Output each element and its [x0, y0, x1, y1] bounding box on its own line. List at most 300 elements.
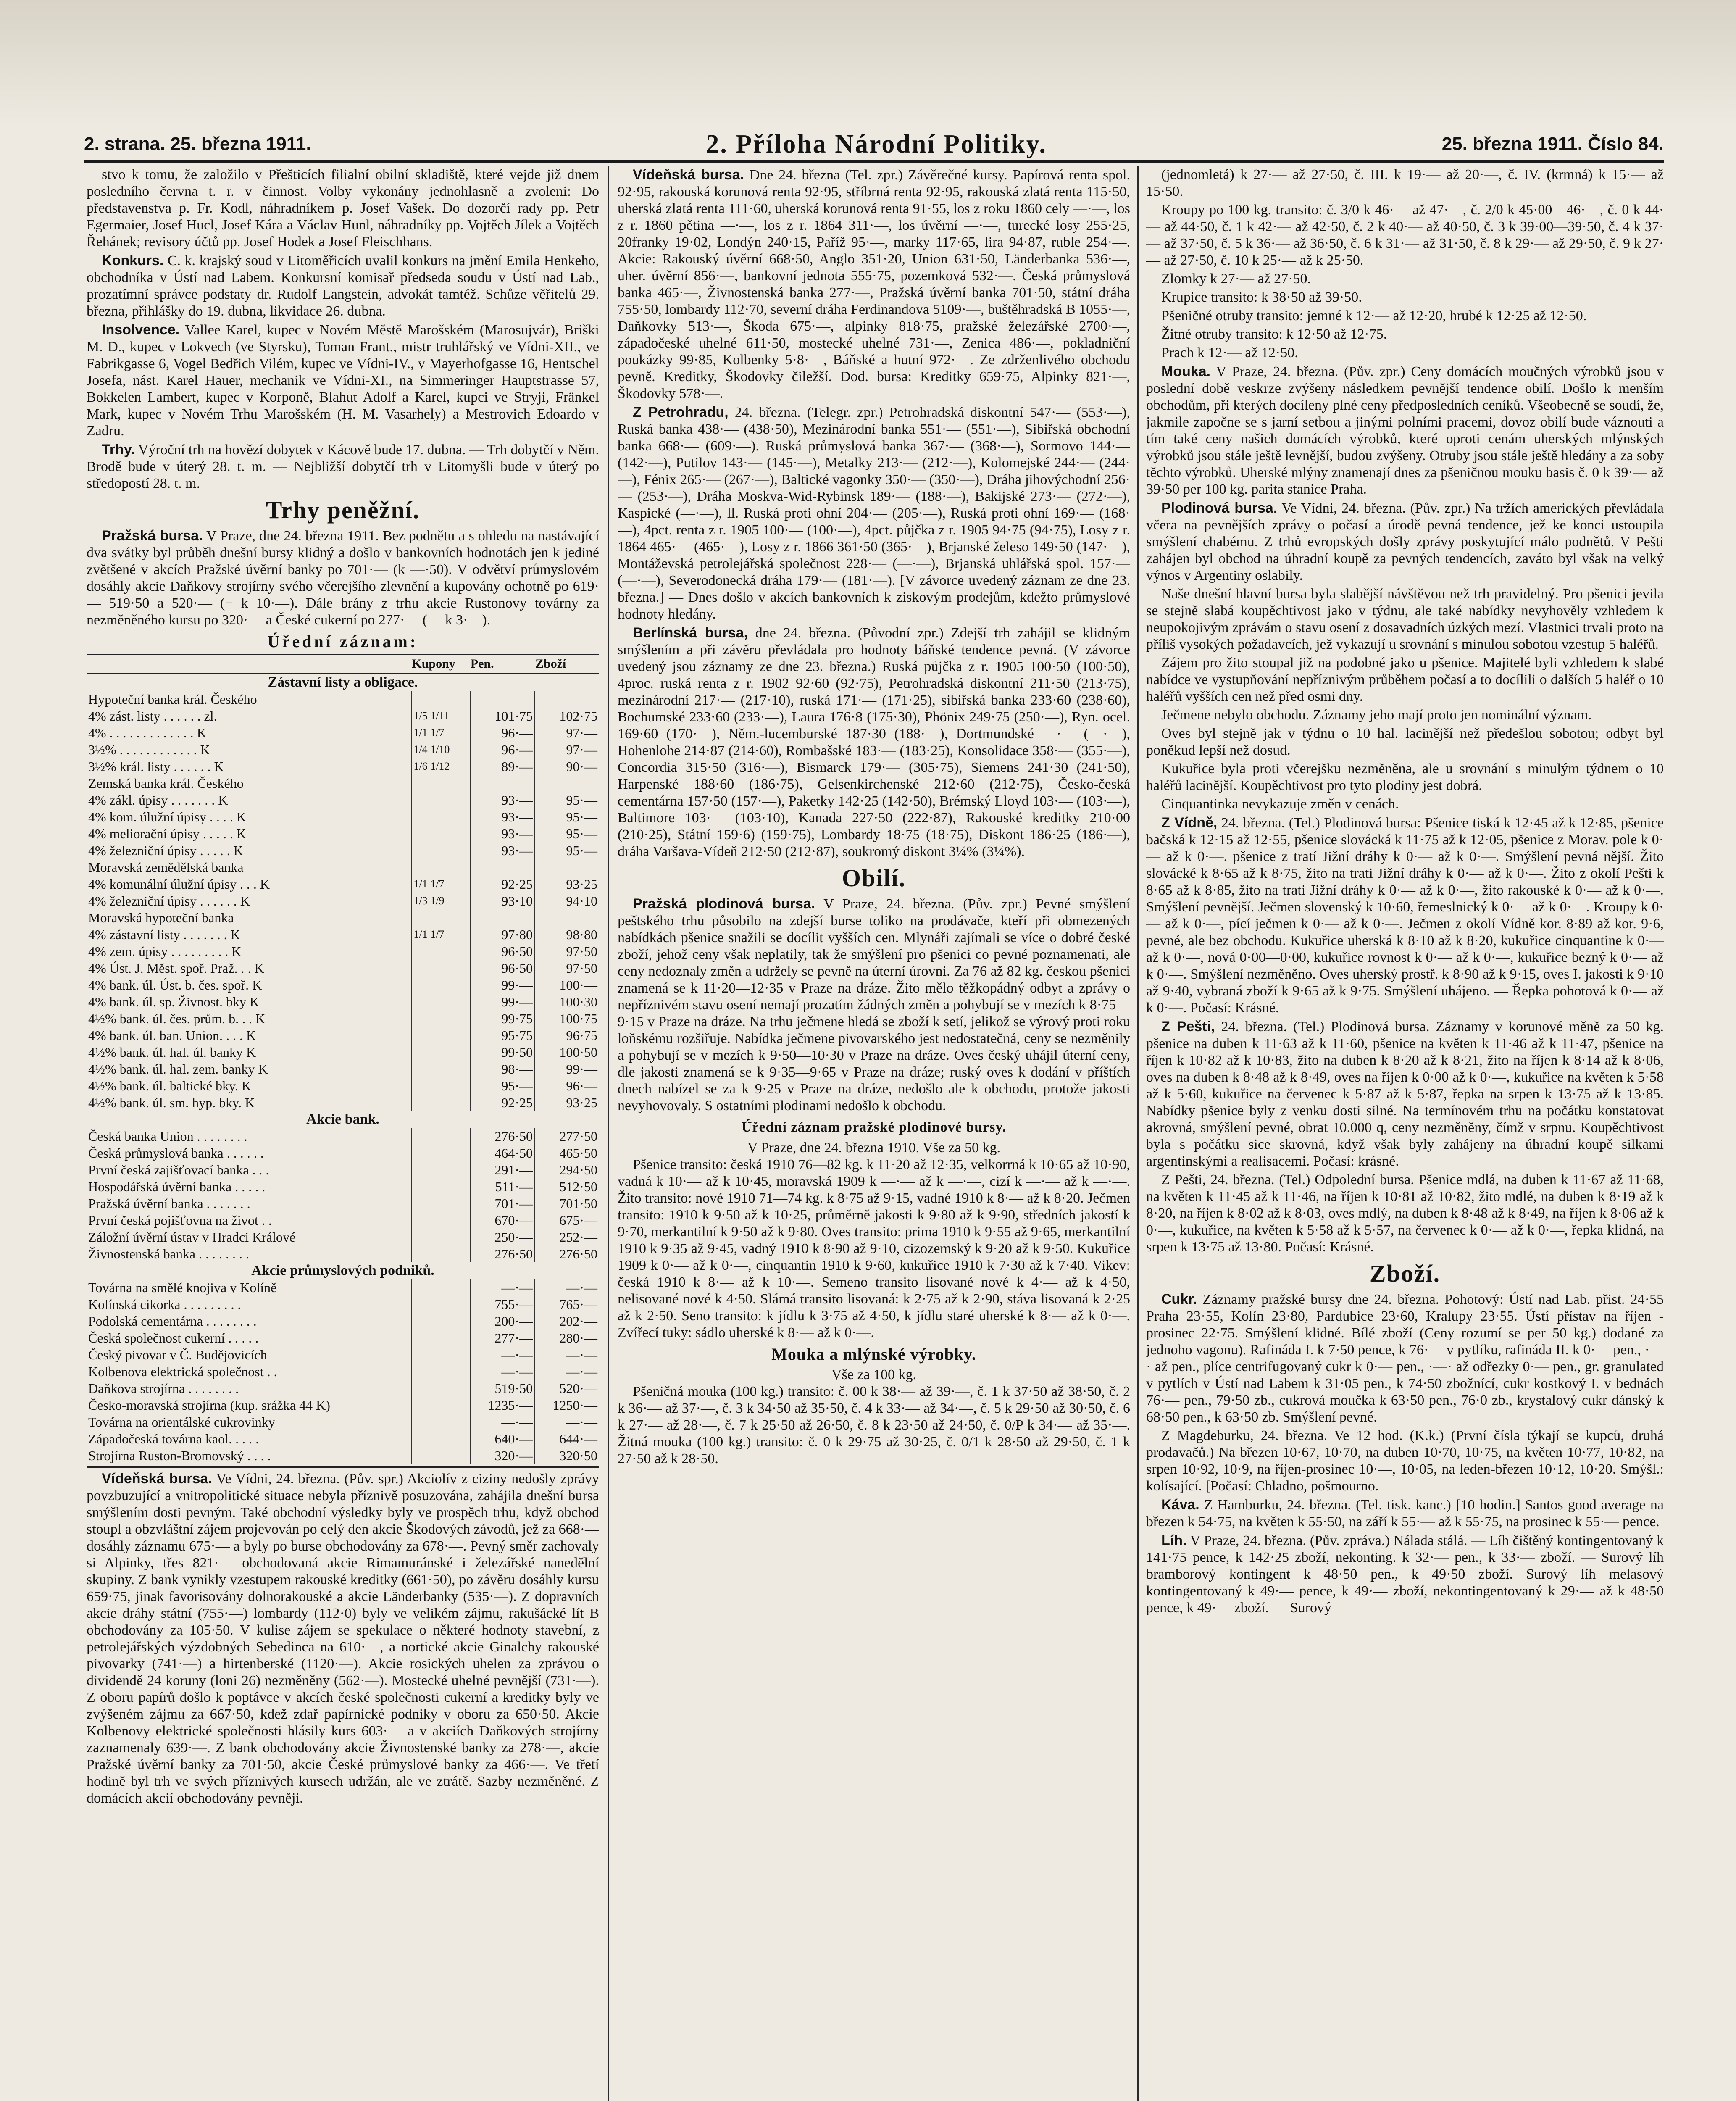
table-row: [87, 1229, 599, 1245]
table-cell-kup: [411, 1010, 470, 1027]
header-right: 25. března 1911. Číslo 84.: [1441, 134, 1664, 154]
table-cell-pen: 92·25: [470, 876, 535, 893]
table-cell-zbo: 95·—: [535, 842, 599, 859]
table-cell-name: 4½% bank. úl. hal. úl. banky K: [88, 1045, 256, 1060]
article-mouka: [1146, 363, 1664, 498]
table-cell-kup: [411, 1296, 470, 1313]
table-cell-zbo: 100·30: [535, 993, 599, 1010]
table-cell-zbo: 93·25: [535, 1094, 599, 1111]
article-text: Dne 24. března (Tel. zpr.) Závěrečné kursy. Papírová renta spol. 92·95, rakouská korunová renta 92·95, stříbrná renta 92·95, rakouská zlatá renta 115·50, uherská zlatá renta 111·60, uherská korunová renta 91·55, los z roku 1860 cely —·—, los z r. 1860 pětina —·—, los z r. 1864 311·—, los úvěrní —·—, turecké losy 255·25, 20franky 19·02, Londýn 240·15, Paříž 95·—, marky 117·65, lira 94·87, ruble 254·—. Akcie: Rakouský úvěrní 668·50, Anglo 351·20, Union 631·50, Länderbanka 536·—, uher. úvěrní 856·—, bankovní jednota 555·75, pozemková 532·—. Česká průmyslová banka 465·—, Živnostenská banka 277·—, Pražská úvěrní banka 701·50, státní dráha 755·50, lombardy 112·70, severní dráha Ferdinandova 5109·—, buštěhradská B 1055·—, Daňkovky 513·—, Škoda 675·—, alpinky 818·75, pražské železářské 2700·—, západočeské uhelné 611·50, mostecké uhelné 731·—, Zenica 486·—, pokladniční poukázky 99·85, Kolbenky 5·8·—, Báňské a hutní 972·—. Ze zdrženlivého obchodu pevně. Kreditky, Škodovky čiležší. Dod. bursa: Kreditky 659·75, Alpinky 821·—, Škodovky 578·—.: [618, 167, 1130, 401]
table-row: [87, 1077, 599, 1094]
article-head: Vídeňská bursa.: [633, 167, 744, 183]
table-cell-pen: 276·50: [470, 1128, 535, 1145]
table-row: [87, 741, 599, 758]
table-cell-pen: 1235·—: [470, 1397, 535, 1414]
article-text: Kukuřice byla proti včerejšku nezměněna, ale u srovnání s minulým týdnem o 10 haléřů lacinější. Koupěchtivost pro tyto plodiny jest dobrá.: [1146, 761, 1664, 793]
table-row: [87, 1380, 599, 1397]
table-cell-pen: —·—: [470, 1279, 535, 1296]
table-cell-pen: 95·—: [470, 1077, 535, 1094]
table-cell-name: 4½% bank. úl. sm. hyp. bky. K: [88, 1095, 255, 1110]
article-viden: [1146, 814, 1664, 1016]
article-text: (jednomletá) k 27·— až 27·50, č. III. k 19·— až 20·—, č. IV. (krmná) k 15·— až 15·50.: [1146, 167, 1664, 199]
article-head: Z Petrohradu,: [633, 404, 729, 420]
table-cell-pen: 519·50: [470, 1380, 535, 1397]
article-head: Z Vídně,: [1161, 815, 1218, 831]
table-cell-pen: 511·—: [470, 1178, 535, 1195]
article-text: Ve Vídni, 24. března. (Pův. spr.) Akciolív z ciziny nedošly zprávy povzbuzující a vnitropolitické situace nebyla příznivě posuzována, zahájila dnešní bursa smýšlením dosti pevným. Také obchodní výsledky byly ve prospěch trhu, když obchod stoupl a obzvláštní zájem projevován po celý den akcie Škodových závodů, jež za 668·— dosáhly záznamu 675·— a byly po burse obchodovány za 678·—. Pevný směr zachovaly si Alpinky, třes 821·— obchodovaná akcie Rimamuránské i železářské nanedělní skupiny. Z bank vynikly vzestupem rakouské kreditky (661·50), po závěru dosáhly kursu 659·75, jinak favorisovány dolnorakouské a akcie Länderbanky (535·—). Z dopravních akcie dráhy státní (755·—) lombardy (112·0) byly ve velikém zájmu, rakušácké lít B obchodovány za 105·50. V kulise zájem se spekulace o některé hodnoty stavební, z petrolejářských výzdobných Sebedinca na 610·—, a nortické akcie Ginalchy rakouské pivovarky (741·—) a hirtenberské (1120·—). Akcie rosických uhelen za zprávou o dividendě 24 koruny (loni 26) nezměněny (562·—). Mostecké uhelné pevnější (731·—). Z oboru papírů došlo k poptávce v akcích české společnosti cukerní a kreditky byly ve zvýšeném zájmu za 667·50, kdež zdař papírnické podniky v oboru za 650·50. Akcie Kolbenovy elektrické společnosti hlásily kurs 603·— a v akciích Daňkových strojírny zaznamenaly 639·—. Z bank obchodovány akcie Živnostenské banky za 278·—, akcie Pražské úvěrní banky za 701·50, akcie České průmyslové banky za 466·—. Ve třetí hodině byl trh ve svých příznivých kursech udržán, ale ve ztrátě. Sazby nezměněné. Z domácích akcií obchodovány pevněji.: [87, 1471, 599, 1806]
table-cell-name: 4% Úst. J. Měst. spoř. Praž. . . K: [88, 961, 264, 976]
table-cell-name: První česká pojišťovna na život . .: [88, 1213, 272, 1228]
table-row: [87, 1195, 599, 1212]
section-title: Zboží.: [1369, 1260, 1441, 1287]
table-cell-zbo: 94·10: [535, 893, 599, 909]
table-cell-kup: [411, 993, 470, 1010]
table-cell-zbo: 512·50: [535, 1178, 599, 1195]
table-row: [87, 909, 599, 926]
table-cell-zbo: 1250·—: [535, 1397, 599, 1414]
table-cell-kup: [411, 1330, 470, 1346]
table-cell-name: Podolská cementárna . . . . . . . .: [88, 1314, 257, 1329]
table-cell-pen: 670·—: [470, 1212, 535, 1229]
table-cell-zbo: —·—: [535, 1346, 599, 1363]
table-row: [87, 1430, 599, 1447]
table-cell-name: Česko-moravská strojírna (kup. srážka 44 K): [88, 1398, 330, 1413]
table-cell-name: 4% železniční úpisy . . . . . . K: [88, 893, 250, 908]
article-trhy: [87, 441, 599, 492]
table-cell-name: Česká banka Union . . . . . . . .: [88, 1129, 247, 1144]
table-cell-zbo: 100·75: [535, 1010, 599, 1027]
table-cell-kup: [411, 1195, 470, 1212]
article-text: Pšenice transito: česká 1910 76—82 kg. k 11·20 až 12·35, velkorrná k 10·65 až 10·90, vadná k 10·— až k 10·45, moravská 1909 k —·— až k —·—, cizí k —·— až k —·—. Žito transito: nové 1910 71—74 kg. k 8·75 až 9·15, vadné 1910 k 8·— až k 8·20. Ječmen transito: 1910 k 9·50 až k 10·25, průměrně jakosti k 9·80 až k 9·90, středních jakostí k 9·70, merkantilní k 9·50 až k 9·80. Oves transito: prima 1910 k 9·55 až 9·65, merkantilní 1910 k 9·35 až 9·45, vadný 1910 k 8·90 až 9·10, cizozemský k 9·20 až k 9·50. Kukuřice 1909 k 0·— až k 0·—, cinquantin 1910 k 9·60, kukuřice 1910 k 7·30 až k 7·40. Vikev: česká 1910 k 8·— až k 10·—. Semeno transito lisované nové k 4·— až k 4·50, nelisované nové k 4·50. Slámá transito lisovaná: k 2·75 až k 2·90, stáva lisovaná k 2·25 až k 2·50. Seno transito: k jídlu k 3·75 až 4·50, k jídlu staré uherské k 8·— až k 0·—. Zvířecí tuky: sádlo uherské k 8·— až k 0·—.: [618, 1157, 1130, 1340]
article-text: Zlomky k 27·— až 27·50.: [1161, 271, 1311, 287]
table-cell-kup: [411, 1178, 470, 1195]
article-head: Pražská plodinová bursa.: [633, 896, 815, 912]
table-row: [87, 1161, 599, 1178]
table-cell-zbo: 97·—: [535, 724, 599, 741]
article-text: Ječmene nebylo obchodu. Záznamy jeho mají proto jen nominální význam.: [1161, 707, 1592, 723]
table-cell-name: Český pivovar v Č. Budějovicích: [88, 1347, 267, 1362]
column-rule: [1137, 166, 1139, 2101]
table-cell-zbo: 520·—: [535, 1380, 599, 1397]
table-cell-name: 4½% bank. úl. hal. zem. banky K: [88, 1061, 268, 1077]
table-cell-kup: 1/5 1/11: [411, 708, 470, 724]
table-cell-kup: [411, 1145, 470, 1161]
table-cell-name: Továrna na orientálské cukrovinky: [88, 1414, 275, 1430]
table-cell-name: 4½% bank. úl. baltické bky. K: [88, 1078, 252, 1093]
table-cell-pen: —·—: [470, 1414, 535, 1430]
table-row: [87, 724, 599, 741]
table-cell-name: 4% bank. úl. ban. Union. . . . K: [88, 1028, 256, 1043]
table-cell-pen: 93·—: [470, 792, 535, 808]
article-head: Z Pešti,: [1161, 1019, 1215, 1035]
table-cell-zbo: [535, 775, 599, 792]
table-cell-kup: [411, 1414, 470, 1430]
table-row: [87, 926, 599, 943]
table-cell-name: 4½% bank. úl. čes. prům. b. . . K: [88, 1011, 266, 1026]
table-cell-kup: 1/6 1/12: [411, 758, 470, 775]
article-text: Vallee Karel, kupec v Novém Městě Marošském (Marosujvár), Briški M. D., kupec v Lokvech (ve Styrsku), Toman Frant., mistr truhlářský ve Vídni-XII., ve Fabrikgasse 6, Vogel Bedřich Vilém, kupec ve Vídni-IV., v Mayerhofgasse 16, Hentschel Josefa, nást. Karel Hauer, mechanik ve Vídni-XI., na Simmeringer Hauptstrasse 57, Bokkelen Lambert, kupec v Korponě, Blahut Adolf a Karel, kupci ve Stryji, Fränkel Mark, kupec v Novém Trhu Marošském (H. M. Vasarhely) a Mestrovich Edoardo v Zadru.: [87, 322, 599, 439]
table-cell-name: Moravská hypoteční banka: [88, 910, 234, 925]
subsection-title: Mouka a mlýnské výrobky.: [771, 1345, 976, 1364]
table-cell-zbo: 97·—: [535, 741, 599, 758]
table-cell-name: Strojírna Ruston-Bromovský . . . .: [88, 1448, 271, 1463]
table-row: [87, 977, 599, 993]
table-cell-name: 4% meliorační úpisy . . . . . K: [88, 826, 246, 841]
table-row: [87, 1397, 599, 1414]
table-cell-zbo: 97·50: [535, 943, 599, 960]
table-cell-zbo: 100·50: [535, 1044, 599, 1061]
table-cell-kup: [411, 1430, 470, 1447]
table-cell-pen: 250·—: [470, 1229, 535, 1245]
table-cell-kup: [411, 825, 470, 842]
table-cell-zbo: 465·50: [535, 1145, 599, 1161]
table-row: [87, 1346, 599, 1363]
article-prazska-bursa: [87, 527, 599, 629]
article-konkurs: [87, 252, 599, 320]
column-1: [87, 166, 599, 2101]
table-cell-kup: [411, 1245, 470, 1262]
table-cell-pen: 320·—: [470, 1447, 535, 1464]
table-cell-pen: 99·50: [470, 1044, 535, 1061]
table-cell-kup: [411, 1027, 470, 1044]
table-cell-zbo: 294·50: [535, 1161, 599, 1178]
table-cell-name: První česká zajišťovací banka . . .: [88, 1162, 269, 1177]
table-cell-pen: 93·—: [470, 842, 535, 859]
table-cell-kup: [411, 943, 470, 960]
table-row: [87, 1279, 599, 1296]
table-row: [87, 1027, 599, 1044]
table-cell-zbo: [535, 859, 599, 876]
table-row: [87, 1245, 599, 1262]
table-cell-zbo: 100·—: [535, 977, 599, 993]
table-row: [87, 1145, 599, 1161]
table-header: Kupony: [411, 655, 470, 674]
table-cell-kup: [411, 842, 470, 859]
table-cell-zbo: 202·—: [535, 1313, 599, 1330]
table-cell-name: 3½% . . . . . . . . . . . . K: [88, 742, 210, 757]
table-cell-zbo: 95·—: [535, 808, 599, 825]
table-cell-pen: 101·75: [470, 708, 535, 724]
article-plodinova-viden: [1146, 500, 1664, 584]
table-group-row: [87, 1111, 599, 1128]
table-cell-pen: [470, 859, 535, 876]
article-lih: [1146, 1532, 1664, 1617]
table-row: [87, 876, 599, 893]
table-cell-kup: [411, 1212, 470, 1229]
table-cell-name: 4% . . . . . . . . . . . . . K: [88, 725, 207, 740]
table-cell-kup: [411, 792, 470, 808]
table-title: Úřední záznam:: [267, 632, 418, 651]
table-cell-name: 4% kom. úlužní úpisy . . . . K: [88, 809, 246, 824]
table-cell-name: 4% komunální úlužní úpisy . . . K: [88, 877, 270, 892]
table-cell-kup: [411, 977, 470, 993]
article-text: dne 24. března. (Původní zpr.) Zdejší trh zahájil se klidným smýšlením a při závěru převládala pro hodnoty báňské tendence pevná. (V závorce uvedený jsou záznamy ze dne 23. března.) Ruská půjčka z r. 1905 100·50 (100·50), 4proc. ruská renta z r. 1902 92·60 (92·75), Petrohradská diskontní 211·50 (213·75), mezinárodní 217·— (217·10), ruská 171·— (171·25), sibiřská banka 233·60 (238·60), Bochumské 233·60 (233·—), Laura 176·8 (175·30), Phönix 249·75 (250·—), Ryn. ocel. 169·60 (170·—), Něm.-lucemburské 187·30 (188·—), Dortmundské —·— (—·—), Hohenlohe 214·87 (214·60), Rombašské 183·— (183·25), Konsolidace 358·— (355·—), Concordia 315·50 (316·—), Bismarck 179·— (305·75), Siemens 241·30 (241·50), Harpenské 188·60 (186·75), Gelsenkirchenské 212·60 (212·75), Česko-česká cementárna 157·50 (157·—), Paketky 142·25 (142·50), Brémský Lloyd 103·— (103·—), Baltimore 103·— (103·10), Kanada 227·50 (222·87), Rakouské kreditky 210·00 (210·25), Státní 159·6) (159·75), Lombardy 18·75 (18·75), Diskont 186·25 (186·—), dráha Varšava-Vídeň 212·50 (212·87), soukromý diskont 3¼% (3¼%).: [618, 625, 1130, 859]
header-rule: [84, 160, 1664, 163]
table-row: [87, 1128, 599, 1145]
table-row: [87, 708, 599, 724]
article-cukr: [1146, 1291, 1664, 1426]
table-cell-name: Zemská banka král. Českého: [88, 776, 244, 791]
article-berlin: [618, 624, 1130, 860]
table-cell-kup: [411, 1229, 470, 1245]
subsection-subtitle: Vše za 100 kg.: [831, 1367, 917, 1382]
table-cell-kup: 1/1 1/7: [411, 926, 470, 943]
article-petrohrad: [618, 404, 1130, 623]
table-group-label: Zástavní listy a obligace.: [268, 674, 418, 690]
table-cell-zbo: [535, 909, 599, 926]
table-cell-zbo: 96·—: [535, 1077, 599, 1094]
table-cell-kup: [411, 1397, 470, 1414]
table-row: [87, 1094, 599, 1111]
table-cell-pen: 89·—: [470, 758, 535, 775]
article-head: Trhy.: [102, 442, 135, 458]
article-head: Konkurs.: [102, 253, 164, 269]
table-cell-name: Záložní úvěrní ústav v Hradci Králové: [88, 1230, 296, 1245]
table-cell-kup: [411, 1447, 470, 1464]
table-row: [87, 1212, 599, 1229]
table-cell-pen: 755·—: [470, 1296, 535, 1313]
table-cell-kup: [411, 1346, 470, 1363]
table-row: [87, 859, 599, 876]
article-text: Z Pešti, 24. března. (Tel.) Odpolední bursa. Pšenice mdlá, na duben k 11·67 až 11·68, na květen k 11·45 až k 11·46, na říjen k 10·81 až 10·82, žito mdlé, na duben k 8·19 až k 8·20, na říjen k 8·02 až k 8·03, oves mdlý, na duben k 8·48 až k 8·49, na říjen k 8·06 až k 0·—, kukuřice, na květen k 5·58 až k 5·57, na červenec k 0·— až k 0·—, řepka klidná, na srpen k 13·75 až 13·80. Počasí: Krásné.: [1146, 1172, 1664, 1255]
subsection-subtitle: V Praze, dne 24. března 1910. Vše za 50 kg.: [747, 1140, 1001, 1156]
article-head: Berlínská bursa,: [633, 625, 748, 641]
table-cell-name: Daňkova strojírna . . . . . . . .: [88, 1381, 239, 1396]
table-cell-name: Továrna na smělé knojiva v Kolíně: [88, 1280, 277, 1295]
divider: [87, 1466, 599, 1468]
table-cell-zbo: 99·—: [535, 1061, 599, 1077]
table-row: [87, 808, 599, 825]
table-cell-zbo: 701·50: [535, 1195, 599, 1212]
table-header: Pen.: [470, 655, 535, 674]
article-text: V Praze, 24. března. (Pův. zpr.) Ceny domácích moučných výrobků jsou v poslední době veskrze zvýšeny následkem pevnější tendence obilí. Došlo k menším obchodům, při kterých docíleny plné ceny předposledních ceníků. Všeobecně se soudí, že, jakmile započne se s jarní setbou a jinými polními pracemi, dovoz obilí bude váznouti a tím také ceny našich domácích výrobků, které oproti cenám uherských mlýnských výrobků jsou stále ještě levnější, budou zvýšeny. Otruby jsou stále ještě hledány a za soby těchto výrobků. Uherské mlýny znamenají dnes za pšeničnou mouku basis č. 0 k 39·— až 39·50 per 100 kg. parita stanice Praha.: [1146, 364, 1664, 497]
column-2: [618, 166, 1130, 2101]
article-text: 24. března. (Telegr. zpr.) Petrohradská diskontní 547·— (553·—), Ruská banka 438·— (438·50), Mezinárodní banka 551·— (551·—), Sibiřská obchodní banka 668·— (609·—). Ruská průmyslová banka 367·— (368·—), Sormovo 144·— (142·—), Putilov 143·— (145·—), Metalky 213·— (212·—), Kolomejské 244·— (244·—), Fénix 265·— (267·—), Baltické vagonky 350·— (350·—), Dráha jihovýchodní 256·— (253·—), Dráha Moskva-Wid-Rybinsk 189·— (188·—), Bakijské 273·— (272·—), Kaspické (—·—), ll. Ruská proti ohní 204·— (205·—), Ruská proti ohní 169·— (168·—), 4pct. renta z r. 1905 100·— (100·—), 4pct. půjčka z r. 1905 94·75 (94·75), Losy z r. 1864 465·— (465·—), Losy z r. 1866 361·50 (365·—), Brjanské želeso 149·50 (147·—), Montáževská petrolejářská společnost 228·— (—·—), Brjanská uhlářská spol. 157·— (—·—), Severodonecká dráha 179·— (181·—). [V závorce uvedený záznam ze dne 23. března.] — Dnes došlo v akcích bankovních k ziskovým prodejům, kdežto průmyslové hodnoty hledány.: [618, 405, 1130, 622]
table-cell-pen: 93·—: [470, 808, 535, 825]
table-cell-zbo: 95·—: [535, 792, 599, 808]
table-cell-zbo: 644·—: [535, 1430, 599, 1447]
subsection-title: Úřední záznam pražské plodinové bursy.: [741, 1119, 1007, 1135]
section-title: Trhy peněžní.: [266, 496, 420, 524]
table-cell-zbo: 280·—: [535, 1330, 599, 1346]
table-cell-pen: 464·50: [470, 1145, 535, 1161]
article-head: Plodinová bursa.: [1161, 500, 1278, 516]
table-cell-pen: 276·50: [470, 1245, 535, 1262]
article-text: Zájem pro žito stoupal již na podobné jako u pšenice. Majitelé byli vzhledem k slabé nabídce ve vystupňování nepříznivým průběhem počasí a to docílili o dalších 5 haléř o 10 haléřů vyšších cen než před osmi dny.: [1146, 655, 1664, 704]
article-viden-bursa-2: [618, 166, 1130, 402]
table-row: [87, 1061, 599, 1077]
table-cell-pen: 95·75: [470, 1027, 535, 1044]
table-header: Zboží: [535, 655, 599, 674]
table-row: [87, 1447, 599, 1464]
table-cell-name: 4% zástavní listy . . . . . . . K: [88, 927, 240, 942]
page-top-margin: [0, 0, 1736, 126]
table-cell-zbo: 675·—: [535, 1212, 599, 1229]
article-kava: [1146, 1496, 1664, 1530]
table-cell-kup: [411, 1279, 470, 1296]
article-viden-bursa: [87, 1470, 599, 1807]
table-cell-pen: 96·—: [470, 741, 535, 758]
table-cell-pen: 93·10: [470, 893, 535, 909]
table-cell-zbo: —·—: [535, 1414, 599, 1430]
table-cell-zbo: 277·50: [535, 1128, 599, 1145]
table-cell-kup: [411, 1077, 470, 1094]
column-rule: [608, 166, 609, 2101]
article-text: Žitné otruby transito: k 12·50 až 12·75.: [1161, 326, 1387, 342]
table-cell-pen: 99·75: [470, 1010, 535, 1027]
table-cell-zbo: 93·25: [535, 876, 599, 893]
table-row: [87, 960, 599, 977]
article-plodinova: [618, 895, 1130, 1114]
article-text: Oves byl stejně jak v týdnu o 10 hal. lacinější než předešlou sobotou; odbyt byl poněkud lepší než dosud.: [1146, 726, 1664, 758]
table-cell-kup: [411, 1128, 470, 1145]
table-cell-zbo: 98·80: [535, 926, 599, 943]
table-row: [87, 1010, 599, 1027]
table-cell-name: 3½% král. listy . . . . . . K: [88, 759, 224, 774]
table-row: [87, 1330, 599, 1346]
table-cell-name: 4% bank. úl. Úst. b. čes. spoř. K: [88, 977, 262, 993]
table-cell-kup: 1/3 1/9: [411, 893, 470, 909]
table-cell-name: Česká průmyslová banka . . . . . .: [88, 1145, 264, 1161]
article-text: Prach k 12·— až 12·50.: [1161, 345, 1298, 361]
article-text: V Praze, 24. března. (Pův. zpráva.) Nálada stálá. — Líh čištěný kontingentovaný k 141·75 pence, k 142·25 zboží, nekonting. k 32·— pen., k 33·— zboží. — Surový líh bramborový kontingent k 48·50 pen., k 49·50 zboží. Surový líh melasový kontingentovaný k 49·— pence, k 49·— zboží, nekontingentovaný k 29·— až k 48·50 pence, k 49·— zboží. — Surový: [1146, 1533, 1664, 1616]
table-cell-name: Západočeská továrna kaol. . . . .: [88, 1431, 259, 1446]
article-text: Pšeničná mouka (100 kg.) transito: č. 00 k 38·— až 39·—, č. 1 k 37·50 až 38·50, č. 2 k 36·— až 37·—, č. 3 k 34·50 až 35·50, č. 4 k 33·— až 34·—, č. 5 k 29·50 až 30·50, č. 6 k 27·— až 28·—, č. 7 k 25·50 až 26·50, č. 8 k 23·50 až 24·50, č. 0/P k 34·— až 35·—. Žitná mouka (100 kg.) transito: č. 0 k 29·75 až 30·25, č. 0/1 k 28·50 až 29·50, č. 1 k 27·50 až k 28·50.: [618, 1384, 1130, 1466]
article-pest: [1146, 1018, 1664, 1170]
table-cell-zbo: 102·75: [535, 708, 599, 724]
article-text: Výroční trh na hovězí dobytek v Kácově bude 17. dubna. — Trh dobytčí v Něm. Brodě bude v úterý 28. t. m. — Nejbližší dobytčí trh v Litomyšli bude v úterý po středopostí 28. t. m.: [87, 442, 599, 491]
table-cell-pen: —·—: [470, 1363, 535, 1380]
table-header: [87, 655, 411, 674]
article-text: stvo k tomu, že založilo v Přešticích filialní obilní skladiště, které vejde již dnem posledního června t. r. v činnost. Volby vykonány jednohlasně a zvoleni: Do představenstva p. Fr. Kodl, náhradníkem p. Josef Vašek. Do dozorčí rady pp. Petr Egermaier, Josef Hucl, Josef Kára a Václav Hunl, náhradníky pp. Vojtěch Jílek a Vojtěch Řehánek; revisory účtů pp. Josef Hodek a Josef Fleischhans.: [87, 167, 599, 250]
table-cell-pen: 92·25: [470, 1094, 535, 1111]
table-cell-kup: [411, 808, 470, 825]
article-head: Káva.: [1161, 1497, 1199, 1513]
table-row: [87, 1178, 599, 1195]
article-text: 24. března. (Tel.) Plodinová bursa: Pšenice tiská k 12·45 až k 12·85, pšenice bačská k 12·15 až 12·55, pšenice slovácká k 11·75 až k 12·05, pšenice z Morav. pole k 0·— až k 0·—. pšenice z tratí Jižní dráhy k 0·— až k 0·—. Smýšlení pevná nější. Žito slovácké k 8·65 až k 8·75, žito na trati Jižní dráhy k 0·— až k 0·—. Žito z okolí Pešti k 8·65 až k 8·85, žito na trati Jižní dráhy k 0·— až k 0·—, žito rakouské k 0·— až k 0·—. Smýšlení pevnější. Ječmen slovenský k 10·60, řemeslnický k 0·— až k 0·—. Kroupy k 0·— až k 0·—, pící ječmen k 0·— až k 0·—. Ječmen z okolí Vídně kor. 8·89 až kor. 9·6, pevné, ale bez obchodu. Kukuřice uherská k 8·10 až k 8·20, kukuřice cinquantine k 0·— až k 0·—, nová 0·00—0·00, kukuřice rovnost k 0·— až k 0·—, kukuřice bezný k 0·— až k 0·—. Smýšlení nezměněno. Oves uherský prostř. k 8·90 až k 9·15, oves I. jakosti k 9·10 až 9·40, vybraná zboží k 9·65 až k 9·75. Smýšlení uhájeno. — Řepka pohotová k 0·— až k 0·—. Počasí: Krásné.: [1146, 815, 1664, 1016]
header-title: 2. Příloha Národní Politiky.: [706, 129, 1047, 158]
table-row: [87, 893, 599, 909]
table-header-row: [87, 655, 599, 674]
table-cell-kup: 1/1 1/7: [411, 724, 470, 741]
table-cell-zbo: 252·—: [535, 1229, 599, 1245]
table-cell-name: 4% železniční úpisy . . . . . K: [88, 843, 243, 858]
table-row: [87, 825, 599, 842]
table-cell-zbo: 96·75: [535, 1027, 599, 1044]
table-cell-pen: 701·—: [470, 1195, 535, 1212]
header-left: 2. strana. 25. března 1911.: [84, 134, 311, 154]
table-cell-kup: [411, 1044, 470, 1061]
article-text: Krupice transito: k 38·50 až 39·50.: [1161, 290, 1362, 305]
article-text: Záznamy pražské bursy dne 24. března. Pohotový: Ústí nad Lab. přist. 24·55 Praha 23·55, Kolín 23·80, Pardubice 23·60, Kralupy 23·55. Ústí přístav na říjen - prosinec 22·75. Smýšlení klidné. Bílé zboží (Ceny rozumí se per 50 kg.) dodané za jednoho vagonu). Rafináda I. k 7·50 pence, k 76·— v pytlíku, rafináda II. k 0·— pen., ·—· až pen., plíce centrifugovaný cukr k 0·— pen., ·—· až odřezky 0·— pen., gr. granulated v pytlích v Ústí nad Labem k 31·05 pen., k 74·50 zbožnící, cukr kostkový I. v bednách 76·— pen., 79·50 zb., cukrová moučka k 63·50 pen., 76·0 zb., krystalový cukr dánský k 68·50 pen., k 63·50 zb. Smýšlení pevné.: [1146, 1292, 1664, 1425]
table-cell-pen: 291·—: [470, 1161, 535, 1178]
table-cell-kup: [411, 960, 470, 977]
table-cell-pen: 99·—: [470, 977, 535, 993]
table-cell-kup: [411, 1313, 470, 1330]
article-head: Vídeňská bursa.: [102, 1471, 212, 1487]
table-row: [87, 792, 599, 808]
table-row: [87, 993, 599, 1010]
table-cell-zbo: 95·—: [535, 825, 599, 842]
table-cell-name: Živnostenská banka . . . . . . . .: [88, 1246, 250, 1261]
table-cell-pen: 200·—: [470, 1313, 535, 1330]
table-cell-pen: 98·—: [470, 1061, 535, 1077]
page-header: [84, 131, 1664, 157]
table-cell-pen: —·—: [470, 1346, 535, 1363]
table-row: [87, 943, 599, 960]
table-cell-kup: [411, 859, 470, 876]
table-group-row: [87, 674, 599, 691]
table-cell-name: 4% zást. listy . . . . . . zl.: [88, 708, 217, 724]
table-row: [87, 775, 599, 792]
article-text: 24. března. (Tel.) Plodinová bursa. Záznamy v korunové měně za 50 kg. pšenice na duben k 11·63 až k 11·60, pšenice na květen k 11·46 až k 11·47, pšenice na říjen k 10·82 až k 10·83, žito na duben k 8·20 až k 8·21, žito na říjen k 8·14 až k 8·06, oves na duben k 8·48 až k 8·49, oves na říjen k 0·00 až k 0·—, kukuřice na květen k 5·58 až k 5·60, kukuřice na červenec k 5·87 až k 5·87, řepka na srpen k 13·75 až k 13·85. Nabídky pšenice byly z venku dosti silné. Na termínovém trhu na počátku konstatovat akrovná, smýšlení pevné, obrat 10.000 q, ceny nezměněny, čímž v srpnu. Koupěchtivost byla s počátku sice skrovná, když však byly zahájeny na úhradní koupě silkami argentinskými a realisacemi. Počasí: krásné.: [1146, 1019, 1664, 1169]
table-cell-pen: 96·50: [470, 943, 535, 960]
table-row: [87, 1313, 599, 1330]
article-text: V Praze, 24. března. (Pův. zpr.) Pevné smýšlení peštského trhu působilo na zdejší burse toliko na prodávače, kteří při obmezených nabídkách pšenice snažili se docílit vyšších cen. Mlynáři zajímali se více o dobré české zboží, jehož ceny však neplatily, tak že smýšlení pro pšenici co pevné poznamenati, ale ceny nedoznaly změn a udržely se pevně na úterní úrovni. Za 76 až 82 kg. českou pšenici znamená se k 11·20—12·35 v Praze na dráze. Žito mělo těžkopádný odbyt a zprávy o nepříznivém stavu osení nemají prozatím žádných změn a pohybují se v mezích k 8·75—9·15 v Praze na dráze. Na trhu ječmene hledá se zboží k setí, jelikož se výrový proti roku loňskému rozšiřuje. Nabídka ječmene pivovarského jest nedostatečná, ceny se nezměnily a pohybují se v mezích k 9·50—10·30 v Praze na dráze. Oves český uhájil úterní ceny, dle jakosti znamená se k 9·35—9·65 v Praze na dráze; ruský oves k dodání v příštích dnech nabízel se za k 9·25 v Praze na dráze, nedošlo ale k obchodu, protože jakosti nevyhovovaly. S ostatními plodinami nedošlo k obchodu.: [618, 896, 1130, 1114]
quotes-table: [87, 654, 599, 1464]
table-row: [87, 1414, 599, 1430]
table-cell-zbo: 320·50: [535, 1447, 599, 1464]
table-cell-pen: 277·—: [470, 1330, 535, 1346]
table-cell-pen: 99·—: [470, 993, 535, 1010]
article-text: Z Magdeburku, 24. března. Ve 12 hod. (K.k.) (První čísla týkají se kupců, druhá prodavačů.) Na březen 10·67, 10·70, na duben 10·70, 10·75, na květen 10·77, 10·82, na srpen 10·92, 10·9, na říjen-prosinec 10·—, 10·05, na leden-březen 10·12, 10·20. Smýšl.: kolísající. [Počasí: Chladno, pošmourno.: [1146, 1428, 1664, 1494]
table-group-label: Akcie průmyslových podniků.: [251, 1263, 434, 1278]
article-insolvence: [87, 321, 599, 440]
article-text: C. k. krajský soud v Litoměřicích uvalil konkurs na jmění Emila Henkeho, obchodníka v Ústí nad Labem. Konkursní komisař předseda soudu v Ústí nad Lab., prozatímní správce podstaty dr. Rudolf Langstein, advokát tamtéž. Schůze věřitelů 29. března, přihlášky do 19. dubna, likvidace 26. dubna.: [87, 253, 599, 319]
article-head: Pražská bursa.: [102, 528, 203, 544]
table-cell-name: Česká společnost cukerní . . . . .: [88, 1330, 259, 1345]
article-head: Cukr.: [1161, 1291, 1197, 1307]
table-cell-zbo: 276·50: [535, 1245, 599, 1262]
table-cell-name: 4% zem. úpisy . . . . . . . . . K: [88, 944, 242, 959]
article-text: Pšeničné otruby transito: jemné k 12·— až 12·20, hrubé k 12·25 až 12·50.: [1161, 308, 1587, 324]
table-cell-zbo: 97·50: [535, 960, 599, 977]
table-cell-kup: [411, 775, 470, 792]
article-text: Cinquantinka nevykazuje změn v cenách.: [1161, 796, 1399, 812]
table-cell-kup: [411, 1380, 470, 1397]
article-text: Ve Vídni, 24. března. (Pův. zpr.) Na tržích amerických převládala včera na pevnějších zprávy o počasí a úrodě pevná tendence, jež ke konci ustoupila smýšlení chabému. Z trhů evropských došly zprávy poskytující málo podnětů. V Pešti zahájen byl obchod na úhradní koupě za pevných tendencích, zaváto byl však na velký výnos v Argentiny oslabily.: [1146, 500, 1664, 583]
table-row: [87, 758, 599, 775]
table-cell-kup: [411, 1094, 470, 1111]
table-cell-pen: 93·—: [470, 825, 535, 842]
article-text: Naše dnešní hlavní bursa byla slabější návštěvou než trh pravidelný. Pro pšenici jevila se stejně slabá koupěchtivost jako v týdnu, ale také nabídky nevyhověly vzhledem k neupokojivým zprávám o stavu osení z dosavadních úzkých mezí. Vlastnici trvali proto na příliš vysokých požadavcích, jež vykazují u srovnání s minulou sobotou vzestup 5 haléřů.: [1146, 586, 1664, 652]
table-cell-name: Kolbenova elektrická společnost . .: [88, 1364, 277, 1379]
table-cell-kup: 1/1 1/7: [411, 876, 470, 893]
table-cell-name: Kolínská cikorka . . . . . . . . .: [88, 1297, 241, 1312]
table-cell-pen: 97·80: [470, 926, 535, 943]
table-cell-zbo: 90·—: [535, 758, 599, 775]
column-3: [1146, 166, 1664, 2101]
table-cell-kup: [411, 1161, 470, 1178]
article-text: Kroupy po 100 kg. transito: č. 3/0 k 46·— až 47·—, č. 2/0 k 45·00—46·—, č. 0 k 44·— až 44·50, č. 1 k 42·— až 42·50, č. 2 k 40·— až 40·50, č. 3 k 39·00—39·50, č. 4 k 37·— až 37·50, č. 5 k 36·— až 36·50, č. 6 k 31·— až 31·50, č. 8 k 29·— až 29·50, č. 9 k 27·— až 27·50, č. 10 k 25·— až k 25·50.: [1146, 202, 1664, 268]
table-cell-pen: [470, 909, 535, 926]
table-cell-name: 4% zákl. úpisy . . . . . . . K: [88, 792, 228, 808]
table-row: [87, 1044, 599, 1061]
table-cell-name: 4% bank. úl. sp. Živnost. bky K: [88, 994, 260, 1009]
table-cell-kup: [411, 1363, 470, 1380]
table-cell-name: Pražská úvěrní banka . . . . . . .: [88, 1196, 250, 1211]
table-cell-name: Moravská zemědělská banka: [88, 860, 244, 875]
article-head: Líh.: [1161, 1532, 1187, 1548]
table-cell-pen: [470, 775, 535, 792]
table-cell-pen: [470, 691, 535, 708]
article-text: Z Hamburku, 24. března. (Tel. tisk. kanc.) [10 hodin.] Santos good average na březen k 54·75, na květen k 55·50, na září k 55·— až k 55·75, na prosinec k 55·— pence.: [1146, 1497, 1664, 1530]
table-cell-zbo: 765·—: [535, 1296, 599, 1313]
article-text: V Praze, dne 24. března 1911. Bez podnětu a s ohledu na nastávající dva svátky byl průběh dnešní bursy klidný a došlo v bankovních hodnotách jen k jediné zvětšené v akcích Pražské úvěrní banky po 701·— (k —·50). V odvětví průmyslovém dosáhly akcie Daňkovy strojírny svého včerejšího zlevnění a kupovány ochotně po 619·— 519·50 a 520·— (+ k 10·—). Dále brány z trhu akcie Rustonovy továrny za nezměněného kursu po 320·— a České cukerní po 277·— (— k 3·—).: [87, 528, 599, 628]
table-cell-kup: 1/4 1/10: [411, 741, 470, 758]
table-cell-pen: 96·50: [470, 960, 535, 977]
table-row: [87, 691, 599, 708]
